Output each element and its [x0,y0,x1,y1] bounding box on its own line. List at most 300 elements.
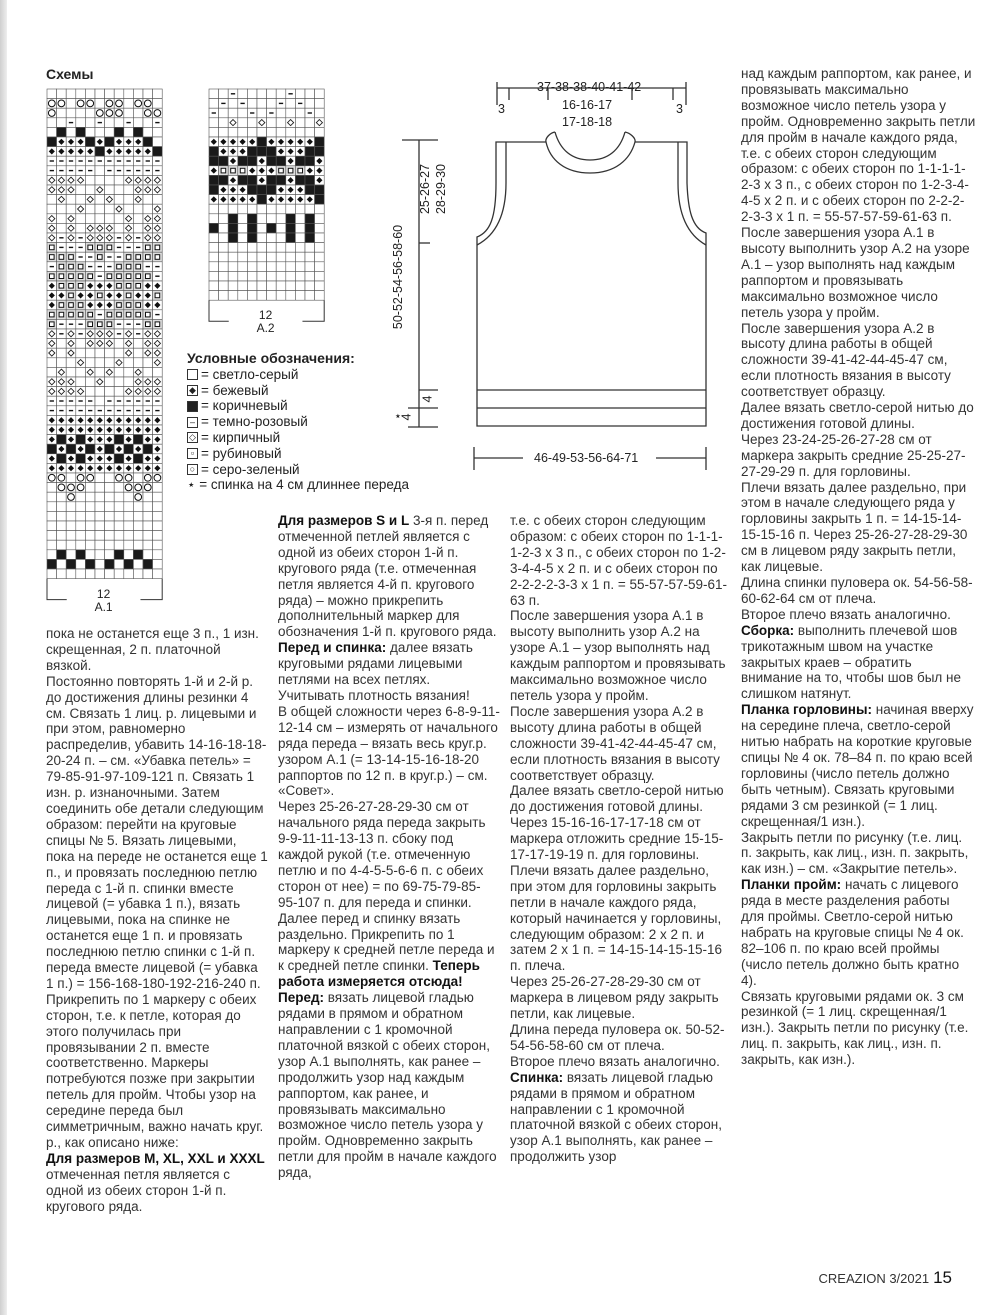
chart-cell-beige-diamond [66,454,76,464]
chart-cell-light-grey [85,569,95,579]
chart-cell-dark-pink [105,166,115,176]
chart-cell-light-grey [95,521,105,531]
chart-cell-grey-green-circle [66,492,76,502]
chart-cell-brick-diamond-outline [143,348,153,358]
chart-cell-brown [238,175,248,185]
chart-cell-dark-pink [95,118,105,128]
chart-cell-beige-diamond [114,463,124,473]
chart-cell-light-grey [95,387,105,397]
chart-cell-light-grey [238,281,248,291]
chart-cell-beige-diamond [267,195,277,205]
chart-cell-dark-pink [133,329,143,339]
chart-cell-light-grey [305,99,315,109]
chart-cell-light-grey [66,99,76,109]
chart-cell-brown [315,195,325,205]
dim-neck-width-2: 17-18-18 [562,115,613,129]
chart-cell-light-grey [143,492,153,502]
paragraph-text: Закрыть петли по рисунку (т.е. лиц. п. закрыть, как лиц., изн. п. закрыть, как изн.) – см. «Закрытие петель». [741,829,969,877]
chart-cell-light-grey [124,367,134,377]
chart-cell-brown [133,454,143,464]
chart-cell-light-grey [133,214,143,224]
chart-cell-brick-diamond-outline [105,233,115,243]
chart-cell-beige-diamond [153,444,163,454]
chart-cell-ruby-square [66,271,76,281]
chart-cell-light-grey [143,569,153,579]
chart-cell-light-grey [57,89,67,99]
chart-cell-light-grey [219,291,229,301]
chart-cell-beige-diamond [114,444,124,454]
chart-cell-light-grey [295,89,305,99]
chart-cell-light-grey [295,262,305,272]
empty-square-icon [187,369,198,380]
chart-cell-light-grey [124,540,134,550]
chart-cell-brick-diamond-outline [66,329,76,339]
chart-cell-beige-diamond [305,166,315,176]
paragraph-heading: Для размеров M, XL, XXL и XXXL [46,1150,265,1166]
chart-cell-dark-pink [133,166,143,176]
chart-cell-light-grey [105,531,115,541]
chart-cell-light-grey [114,492,124,502]
chart-cell-light-grey [85,204,95,214]
chart-cell-light-grey [219,281,229,291]
chart-cell-light-grey [315,204,325,214]
chart-cell-light-grey [124,377,134,387]
chart-cell-dark-pink [85,252,95,262]
chart-cell-brown [143,137,153,147]
repeat-label [46,588,161,614]
chart-cell-dark-pink [66,166,76,176]
chart-cell-beige-diamond [247,195,257,205]
chart-cell-light-grey [143,540,153,550]
chart-cell-brick-diamond-outline [133,377,143,387]
chart-cell-light-grey [57,118,67,128]
paragraph [741,480,976,575]
chart-cell-dark-pink [143,406,153,416]
chart-cell-light-grey [228,108,238,118]
knitting-chart-grid [208,88,325,339]
chart-cell-ruby-square [57,262,67,272]
chart-cell-grey-green-circle [47,108,57,118]
chart-cell-brown [286,223,296,233]
chart-cell-light-grey [315,214,325,224]
chart-cell-dark-pink [76,243,86,253]
chart-cell-ruby-square [85,310,95,320]
chart-cell-dark-pink [105,406,115,416]
chart-cell-light-grey [85,502,95,512]
chart-cell-grey-green-circle [124,483,134,493]
chart-cell-ruby-square [114,300,124,310]
chart-cell-light-grey [276,223,286,233]
chart-cell-light-grey [105,502,115,512]
chart-cell-beige-diamond [105,415,115,425]
chart-cell-light-grey [95,195,105,205]
chart-cell-ruby-square [295,166,305,176]
chart-cell-light-grey [209,262,219,272]
chart-cell-light-grey [85,540,95,550]
paragraph-heading: Для размеров S и L [278,513,410,528]
chart-cell-light-grey [57,348,67,358]
chart-cell-dark-pink [57,406,67,416]
chart-cell-brick-diamond-outline [153,204,163,214]
chart-cell-light-grey [143,511,153,521]
chart-cell-light-grey [95,99,105,109]
chart-cell-light-grey [295,233,305,243]
chart-cell-brown [105,444,115,454]
chart-cell-light-grey [105,387,115,397]
chart-cell-light-grey [57,569,67,579]
chart-cell-beige-diamond [305,137,315,147]
chart-cell-light-grey [295,118,305,128]
chart-cell-beige-diamond [85,463,95,473]
chart-cell-beige-diamond [305,195,315,205]
chart-cell-light-grey [66,540,76,550]
chart-cell-dark-pink [124,243,134,253]
chart-cell-light-grey [85,348,95,358]
chart-cell-light-grey [76,108,86,118]
chart-cell-light-grey [114,502,124,512]
chart-cell-beige-diamond [143,415,153,425]
dim-rib-back: 4 [399,413,414,421]
chart-cell-light-grey [257,223,267,233]
chart-cell-light-grey [219,127,229,137]
chart-cell-dark-pink [219,99,229,109]
chart-cell-brick-diamond-outline [66,377,76,387]
chart-cell-beige-diamond [295,137,305,147]
chart-cell-brown [315,185,325,195]
chart-cell-dark-pink [85,262,95,272]
chart-cell-brown [247,233,257,243]
chart-cell-light-grey [47,204,57,214]
chart-cell-dark-pink [305,108,315,118]
chart-cell-light-grey [153,521,163,531]
chart-cell-light-grey [143,550,153,560]
chart-cell-light-grey [276,127,286,137]
chart-cell-beige-diamond [315,166,325,176]
chart-cell-dark-pink [76,396,86,406]
chart-cell-light-grey [315,89,325,99]
chart-cell-light-grey [76,223,86,233]
chart-cell-dark-pink [105,396,115,406]
chart-cell-brown [85,137,95,147]
chart-cell-beige-diamond [114,137,124,147]
chart-cell-light-grey [105,492,115,502]
chart-cell-dark-pink [95,156,105,166]
chart-cell-beige-diamond [133,137,143,147]
chart-cell-light-grey [57,502,67,512]
chart-cell-brown [114,127,124,137]
chart-cell-light-grey [124,108,134,118]
chart-cell-light-grey [295,127,305,137]
paragraph-text: начать с лицевого ряда в месте разделения работы для проймы. Светло-серой нитью набрать на круговые спицы № 4 ок. 82–106 п. по краю всей проймы (число петель должно быть кратно 4). [741,877,964,988]
chart-cell-light-grey [105,214,115,224]
chart-cell-brown [143,559,153,569]
chart-cell-light-grey [57,511,67,521]
chart-cell-beige-diamond [95,435,105,445]
chart-cell-brick-diamond-outline [143,339,153,349]
chart-cell-ruby-square [57,281,67,291]
chart-cell-dark-pink [57,319,67,329]
chart-cell-ruby-square [124,291,134,301]
chart-cell-light-grey [133,358,143,368]
legend-item [187,398,409,414]
paragraph-heading: Планка горловины: [741,702,872,718]
chart-cell-beige-diamond [66,463,76,473]
chart-cell-beige-diamond [315,156,325,166]
chart-cell-light-grey [143,367,153,377]
chart-cell-light-grey [238,271,248,281]
chart-cell-dark-pink [76,406,86,416]
paragraph-text: Через 15-16-16-17-17-18 см от маркера отложить средние 15-15-17-17-19-19 п. для горловины. [510,815,724,863]
chart-cell-light-grey [238,108,248,118]
chart-cell-brown [247,175,257,185]
chart-cell-brick-diamond-outline [85,233,95,243]
paragraph-text: Через 25-26-27-28-29-30 см от маркера в лицевом ряду закрыть петли, как лицевые. [510,974,719,1022]
chart-cell-beige-diamond [143,147,153,157]
chart-cell-beige-diamond [133,425,143,435]
chart-cell-ruby-square [66,310,76,320]
chart-cell-brick-diamond-outline [47,185,57,195]
chart-cell-beige-diamond [228,147,238,157]
chart-cell-brick-diamond-outline [95,329,105,339]
chart-cell-light-grey [305,127,315,137]
chart-cell-light-grey [105,473,115,483]
chart-cell-dark-pink [153,166,163,176]
chart-cell-brown [57,454,67,464]
paragraph [510,815,732,863]
chart-cell-light-grey [85,511,95,521]
chart-cell-light-grey [276,262,286,272]
chart-cell-dark-pink [47,406,57,416]
chart-cell-beige-diamond [257,166,267,176]
chart-cell-light-grey [219,204,229,214]
chart-cell-light-grey [238,233,248,243]
paragraph-text: отмеченная петля является с одной из обеих сторон 1-й п. кругового ряда. [46,1166,230,1214]
chart-cell-grey-green-circle [57,99,67,109]
chart-cell-brown [114,454,124,464]
chart-cell-dark-pink [247,108,257,118]
dim-shoulder-right: 3 [676,102,683,116]
paragraph [510,608,732,703]
chart-cell-light-grey [133,108,143,118]
chart-cell-dark-pink [47,262,57,272]
chart-cell-light-grey [209,281,219,291]
chart-cell-grey-green-circle [76,473,86,483]
chart-cell-light-grey [133,521,143,531]
chart-cell-brown [57,127,67,137]
chart-cell-light-grey [85,492,95,502]
chart-cell-light-grey [276,204,286,214]
chart-cell-beige-diamond [95,300,105,310]
chart-cell-dark-pink [66,319,76,329]
chart-cell-light-grey [66,367,76,377]
star-marker: ⋆ [394,409,402,423]
chart-cell-light-grey [114,89,124,99]
chart-cell-light-grey [47,195,57,205]
chart-cell-beige-diamond [76,425,86,435]
chart-cell-beige-diamond [105,425,115,435]
chart-cell-beige-diamond [124,435,134,445]
chart-cell-ruby-square [124,300,134,310]
chart-cell-light-grey [114,540,124,550]
chart-cell-light-grey [153,127,163,137]
chart-cell-brown [95,147,105,157]
chart-cell-dark-pink [124,118,134,128]
chart-cell-light-grey [286,271,296,281]
chart-cell-light-grey [247,99,257,109]
chart-cell-ruby-square [133,281,143,291]
chart-cell-light-grey [57,223,67,233]
chart-cell-light-grey [219,233,229,243]
chart-cell-ruby-square [143,310,153,320]
chart-cell-beige-diamond [295,195,305,205]
chart-cell-light-grey [76,195,86,205]
chart-cell-beige-diamond [209,137,219,147]
chart-cell-brick-diamond-outline [124,348,134,358]
chart-cell-light-grey [238,127,248,137]
chart-cell-light-grey [247,204,257,214]
chart-cell-light-grey [286,291,296,301]
chart-cell-ruby-square [47,319,57,329]
chart-cell-light-grey [76,118,86,128]
chart-cell-light-grey [228,281,238,291]
chart-cell-light-grey [257,89,267,99]
chart-cell-light-grey [114,175,124,185]
chart-cell-light-grey [57,358,67,368]
chart-cell-light-grey [267,89,277,99]
chart-cell-light-grey [47,127,57,137]
chart-cell-ruby-square [124,310,134,320]
chart-cell-dark-pink [114,319,124,329]
chart-cell-beige-diamond [114,147,124,157]
paragraph [741,321,976,401]
chart-cell-brick-diamond-outline [76,387,86,397]
chart-cell-ruby-square [57,310,67,320]
chart-cell-grey-green-circle [143,473,153,483]
chart-cell-light-grey [315,252,325,262]
chart-cell-light-grey [315,223,325,233]
chart-cell-dark-pink [66,396,76,406]
chart-cell-dark-pink [105,156,115,166]
chart-cell-dark-pink [133,233,143,243]
chart-cell-light-grey [286,262,296,272]
chart-cell-dark-pink [47,156,57,166]
chart-cell-brick-diamond-outline [257,118,267,128]
chart-cell-dark-pink [114,406,124,416]
chart-cell-light-grey [105,483,115,493]
chart-cell-dark-pink [114,329,124,339]
chart-cell-beige-diamond [286,156,296,166]
chart-cell-light-grey [76,569,86,579]
chart-cell-light-grey [124,492,134,502]
chart-cell-brick-diamond-outline [47,214,57,224]
chart-cell-light-grey [85,127,95,137]
chart-cell-beige-diamond [143,435,153,445]
chart-cell-brown [257,195,267,205]
chart-cell-light-grey [133,89,143,99]
chart-cell-dark-pink [85,406,95,416]
chart-cell-light-grey [95,569,105,579]
chart-cell-beige-diamond [47,147,57,157]
chart-cell-light-grey [257,281,267,291]
chart-cell-brick-diamond-outline [153,377,163,387]
chart-cell-brick-diamond-outline [85,195,95,205]
chart-cell-light-grey [114,521,124,531]
chart-cell-light-grey [95,348,105,358]
repeat-count: 12 [258,308,273,323]
chart-cell-beige-diamond [219,147,229,157]
chart-cell-light-grey [143,521,153,531]
chart-cell-dark-pink [76,252,86,262]
chart-cell-light-grey [95,204,105,214]
chart-cell-ruby-square [66,300,76,310]
chart-cell-light-grey [209,252,219,262]
chart-cell-ruby-square [76,281,86,291]
chart-cell-beige-diamond [228,156,238,166]
chart-cell-dark-pink [76,329,86,339]
chart-cell-ruby-square [105,319,115,329]
chart-cell-dark-pink [57,156,67,166]
chart-cell-brick-diamond-outline [228,118,238,128]
legend-item [187,462,409,478]
chart-cell-beige-diamond [57,147,67,157]
chart-cell-light-grey [124,99,134,109]
chart-cell-light-grey [114,195,124,205]
chart-cell-light-grey [228,243,238,253]
chart-cell-brick-diamond-outline [153,175,163,185]
chart-cell-beige-diamond [47,281,57,291]
chart-cell-brown [76,435,86,445]
chart-cell-brick-diamond-outline [57,367,67,377]
dim-neck-width-1: 16-16-17 [562,98,613,112]
chart-cell-light-grey [257,233,267,243]
chart-cell-light-grey [85,483,95,493]
chart-cell-ruby-square [47,310,57,320]
chart-cell-beige-diamond [228,137,238,147]
chart-cell-brown [124,559,134,569]
chart-cell-beige-diamond [47,454,57,464]
paragraph [278,990,500,1181]
chart-cell-light-grey [114,483,124,493]
chart-cell-light-grey [209,243,219,253]
chart-cell-light-grey [47,118,57,128]
chart-cell-brick-diamond-outline [143,387,153,397]
chart-cell-beige-diamond [247,137,257,147]
chart-cell-light-grey [76,540,86,550]
chart-cell-beige-diamond [105,147,115,157]
chart-cell-grey-green-circle [143,108,153,118]
paragraph-heading: Перед: [278,990,325,1006]
chart-cell-light-grey [257,291,267,301]
chart-cell-light-grey [85,175,95,185]
chart-cell-ruby-square [286,166,296,176]
chart-cell-dark-pink [143,166,153,176]
chart-cell-light-grey [105,569,115,579]
chart-cell-grey-green-circle [143,99,153,109]
chart-cell-dark-pink [66,118,76,128]
chart-cell-brown [247,214,257,224]
chart-cell-grey-green-circle [47,473,57,483]
chart-cell-light-grey [85,377,95,387]
chart-cell-light-grey [267,127,277,137]
chart-cell-ruby-square [219,166,229,176]
chart-cell-light-grey [114,377,124,387]
chart-cell-light-grey [143,502,153,512]
chart-cell-light-grey [133,204,143,214]
chart-cell-brick-diamond-outline [47,223,57,233]
chart-cell-light-grey [315,262,325,272]
paragraph-text: Связать круговыми рядами ок. 3 см резинкой (= 1 лиц. скрещенная/1 изн.). Закрыть петли по рисунку (т.е. лиц. п. закрыть, как лиц., изн. п. закрыть, как изн.). [741,988,969,1068]
chart-cell-beige-diamond [57,137,67,147]
